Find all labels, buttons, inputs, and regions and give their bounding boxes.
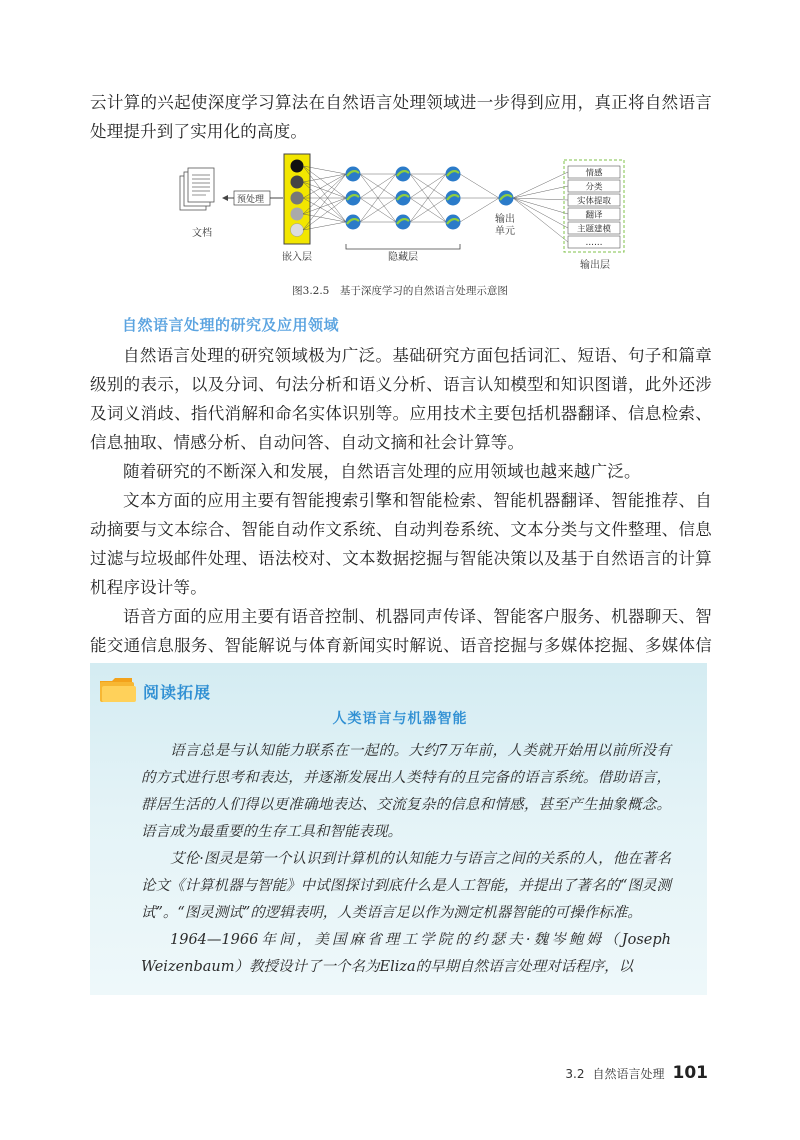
embedding-node bbox=[291, 176, 304, 189]
hidden-node bbox=[446, 215, 461, 230]
document-stack-icon bbox=[180, 168, 214, 210]
reading-paragraph: 语言总是与认知能力联系在一起的。大约7万年前，人类就开始用以前所没有的方式进行思考和表达，并逐渐发展出人类特有的且完备的语言系统。借助语言，群居生活的人们得以更准确地表达、交流复杂的信息和情感，甚至产生抽象概念。语言成为最重要的生存工具和智能表现。 bbox=[141, 743, 671, 840]
reading-title: 人类语言与机器智能 bbox=[332, 711, 468, 727]
output-layer-label: 输出层 bbox=[580, 260, 610, 271]
embedding-node bbox=[291, 208, 304, 221]
page-footer bbox=[565, 1063, 708, 1083]
embedding-node bbox=[291, 160, 304, 173]
document-label: 文档 bbox=[192, 228, 212, 239]
output-unit-label-line2: 单元 bbox=[495, 226, 515, 237]
hidden-node bbox=[346, 215, 361, 230]
hidden-layer-label: 隐藏层 bbox=[388, 252, 418, 263]
hidden-node bbox=[396, 215, 411, 230]
output-item: 主题建模 bbox=[576, 224, 612, 235]
output-items bbox=[568, 166, 620, 248]
output-item: …… bbox=[585, 238, 603, 248]
preprocess-label: 预处理 bbox=[237, 195, 265, 205]
hidden-node bbox=[446, 167, 461, 182]
reading-paragraph: 艾伦·图灵是第一个认识到计算机的认知能力与语言之间的关系的人，他在著名论文《计算机器与智能》中试图探讨到底什么是人工智能，并提出了著名的“图灵测试”。“图灵测试”的逻辑表明，人类语言足以作为测定机器智能的可操作标准。 bbox=[141, 851, 671, 921]
embedding-node bbox=[291, 224, 304, 237]
intro-paragraph: 云计算的兴起使深度学习算法在自然语言处理领域进一步得到应用，真正将自然语言处理提升到了实用化的高度。 bbox=[90, 93, 712, 141]
reading-paragraph: 1964—1966年间，美国麻省理工学院的约瑟夫·魏岑鲍姆（Joseph Weizenbaum）教授设计了一个名为Eliza的早期自然语言处理对话程序，以 bbox=[141, 932, 671, 975]
hidden-layer-bracket bbox=[346, 244, 460, 249]
hidden-node bbox=[396, 191, 411, 206]
section-paragraph: 自然语言处理的研究领域极为广泛。基础研究方面包括词汇、短语、句子和篇章级别的表示，以及分词、句法分析和语义分析、语言认知模型和知识图谱，此外还涉及词义消歧、指代消解和命名实体识别等。应用技术主要包括机器翻译、信息检索、信息抽取、情感分析、自动问答、自动文摘和社会计算等。 bbox=[90, 346, 712, 452]
arrow-left-icon bbox=[222, 195, 228, 201]
output-item: 情感 bbox=[585, 168, 603, 179]
embedding-node bbox=[291, 192, 304, 205]
hidden-node bbox=[346, 191, 361, 206]
hidden-node bbox=[346, 167, 361, 182]
folder-icon bbox=[98, 676, 138, 704]
figure-caption: 图3.2.5 基于深度学习的自然语言处理示意图 bbox=[292, 285, 508, 297]
embedding-layer-label: 嵌入层 bbox=[282, 252, 312, 263]
output-unit-node bbox=[499, 191, 514, 206]
nlp-deep-learning-diagram bbox=[170, 150, 630, 276]
output-item: 分类 bbox=[585, 182, 603, 193]
footer-section-number: 3.2 bbox=[565, 1067, 585, 1081]
output-item: 翻译 bbox=[585, 210, 603, 221]
output-unit-label-line1: 输出 bbox=[495, 214, 515, 225]
output-item: 实体提取 bbox=[576, 196, 612, 207]
section-paragraph: 随着研究的不断深入和发展，自然语言处理的应用领域也越来越广泛。 bbox=[123, 462, 641, 481]
reading-extension-label: 阅读拓展 bbox=[143, 683, 212, 702]
network-connections bbox=[303, 166, 568, 242]
footer-section-title: 自然语言处理 bbox=[592, 1067, 665, 1081]
section-heading: 自然语言处理的研究及应用领域 bbox=[122, 316, 340, 334]
section-paragraph: 文本方面的应用主要有智能搜索引擎和智能检索、智能机器翻译、智能推荐、自动摘要与文本综合、智能自动作文系统、自动判卷系统、文本分类与文件整理、信息过滤与垃圾邮件处理、语法校对、文本数据挖掘与智能决策以及基于自然语言的计算机程序设计等。 bbox=[90, 491, 712, 597]
section-paragraph: 语音方面的应用主要有语音控制、机器同声传译、智能客户服务、机器聊天、智能交通信息服务、智能解说与体育新闻实时解说、语音挖掘与多媒体挖掘、多媒体信 bbox=[90, 607, 712, 655]
page-number: 101 bbox=[672, 1063, 708, 1083]
hidden-node bbox=[446, 191, 461, 206]
hidden-node bbox=[396, 167, 411, 182]
